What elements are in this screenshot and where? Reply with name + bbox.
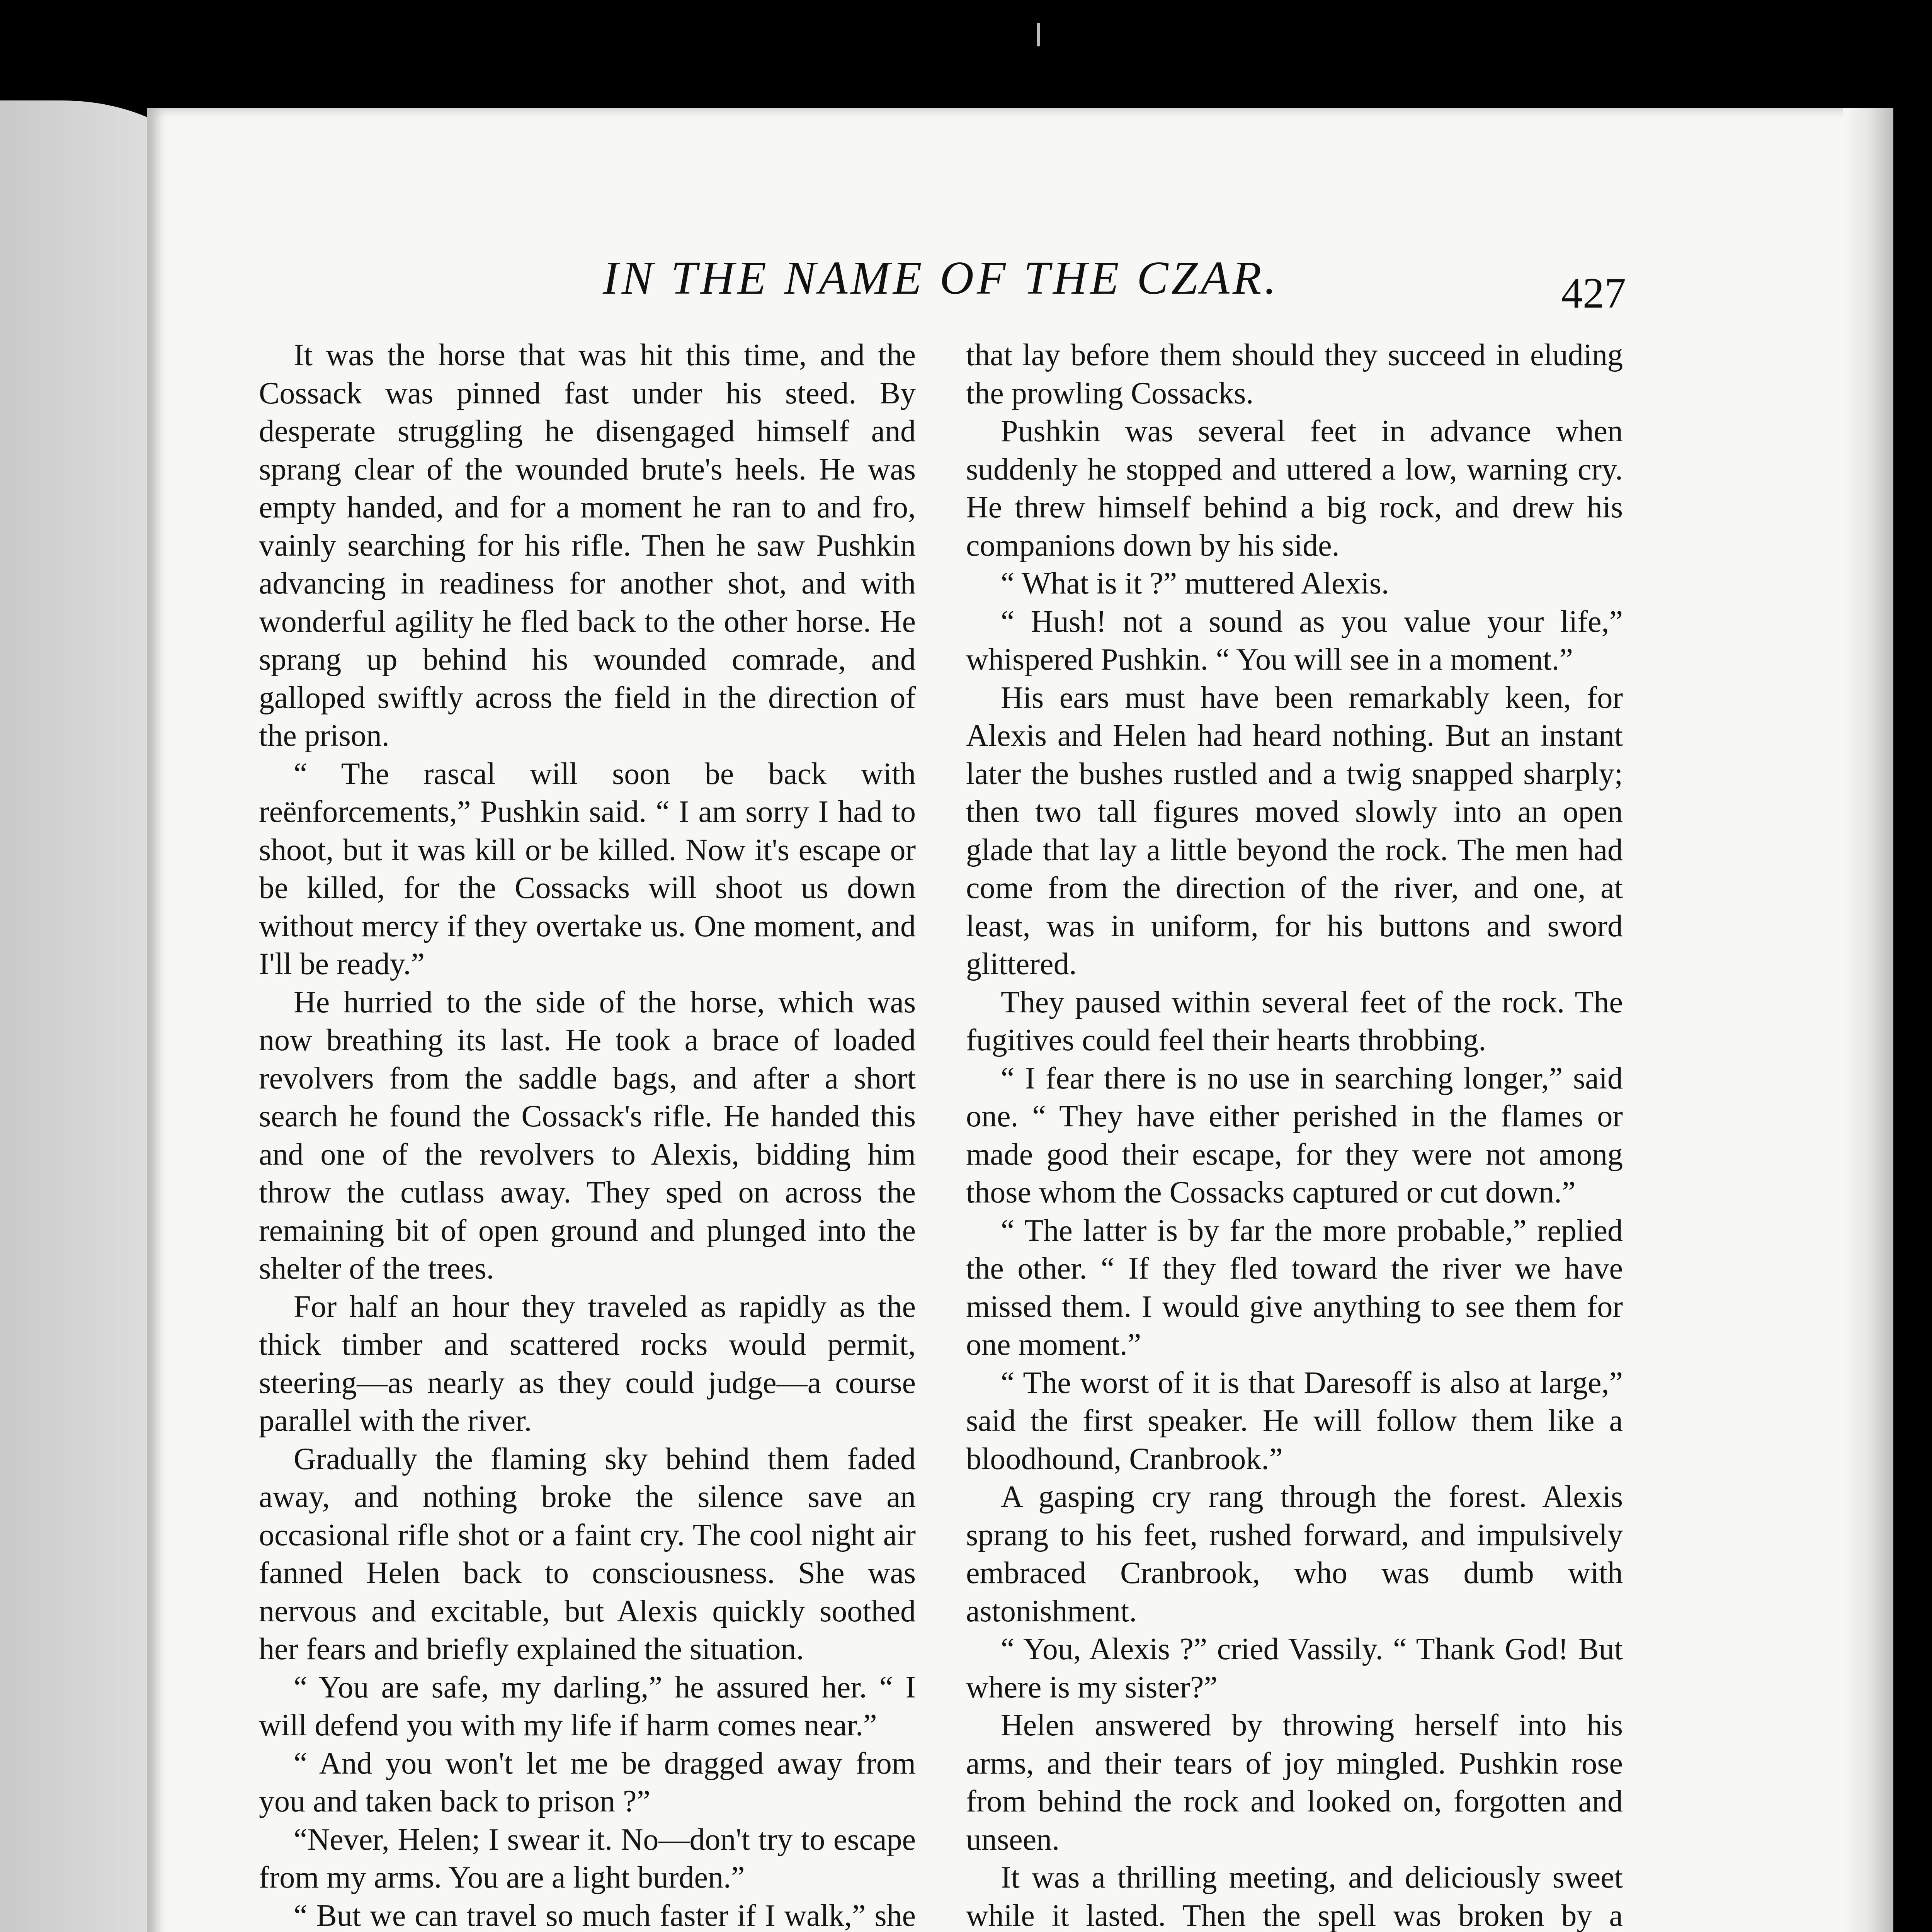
paragraph: A gasping cry rang through the forest. Alexis sprang to his feet, rushed forward, and impulsively embraced Cranbrook, who was dumb with astonishment. bbox=[966, 1480, 1623, 1628]
paragraph-continuation: that lay before them should they succeed in eluding the prowling Cossacks. bbox=[966, 338, 1623, 410]
paragraph: “ You are safe, my darling,” he assured her. “ I will defend you with my life if harm comes near.” bbox=[259, 1670, 916, 1742]
paragraph: “Never, Helen; I swear it. No—don't try to escape from my arms. You are a light burden.” bbox=[259, 1822, 916, 1895]
scan-mark bbox=[1037, 23, 1040, 46]
paragraph: “ The rascal will soon be back with reënforcements,” Pushkin said. “ I am sorry I had to shoot, but it was kill or be killed. Now it's escape or be killed, for the Cossacks will shoot us down without mercy if they overtake us. One moment, and I'll be ready.” bbox=[259, 757, 916, 981]
paragraph: For half an hour they traveled as rapidly as the thick timber and scattered rocks would permit, steering—as nearly as they could judge—a course parallel with the river. bbox=[259, 1289, 916, 1438]
paragraph: It was the horse that was hit this time, and the Cossack was pinned fast under his steed. By desperate struggling he disengaged himself and sprang clear of the wounded brute's heels. He was empty handed, and for a moment he ran to and fro, vainly searching for his rifle. Then he saw Pushkin advancing in readiness for another shot, and with wonderful agility he fled back to the other horse. He sprang up behind his wounded comrade, and galloped swiftly across the field in the direction of the prison. bbox=[259, 338, 916, 753]
paragraph: “ The latter is by far the more probable,” replied the other. “ If they fled toward the river we have missed them. I would give anything to see them for one moment.” bbox=[966, 1213, 1623, 1362]
paragraph: “ What is it ?” muttered Alexis. bbox=[1001, 566, 1389, 600]
paragraph: Helen answered by throwing herself into his arms, and their tears of joy mingled. Pushkin rose from behind the rock and looked on, forgotten and unseen. bbox=[966, 1708, 1623, 1857]
page-edge-shadow bbox=[1843, 108, 1893, 1932]
paragraph: “ I fear there is no use in searching longer,” said one. “ They have either perished in the flames or made good their escape, for they were not among those whom the Cossacks captured or cut down.” bbox=[966, 1061, 1623, 1209]
paragraph: “ The worst of it is that Daresoff is also at large,” said the first speaker. He will follow them like a bloodhound, Cranbrook.” bbox=[966, 1366, 1623, 1476]
paragraph: “ And you won't let me be dragged away from you and taken back to prison ?” bbox=[259, 1746, 916, 1818]
paragraph: “ You, Alexis ?” cried Vassily. “ Thank God! But where is my sister?” bbox=[966, 1632, 1623, 1704]
text-column-left bbox=[259, 336, 916, 1932]
paragraph: He hurried to the side of the horse, which was now breathing its last. He took a brace of loaded revolvers from the saddle bags, and after a short search he found the Cossack's rifle. He handed this and one of the revolvers to Alexis, bidding him throw the cutlass away. They sped on across the remaining bit of open ground and plunged into the shelter of the trees. bbox=[259, 985, 916, 1286]
paragraph: It was a thrilling meeting, and deliciously sweet while it lasted. Then the spell was broken by a bbox=[966, 1861, 1623, 1932]
paragraph: “ Hush! not a sound as you value your life,” whispered Pushkin. “ You will see in a moment.” bbox=[966, 604, 1623, 677]
paragraph: They paused within several feet of the rock. The fugitives could feel their hearts throbbing. bbox=[966, 985, 1623, 1057]
paragraph: His ears must have been remarkably keen, for Alexis and Helen had heard nothing. But an instant later the bushes rustled and a twig snapped sharply; then two tall figures moved slowly into an open glade that lay a little beyond the rock. The men had come from the direction of the river, and one, at least, was in uniform, for his buttons and sword glittered. bbox=[966, 680, 1623, 981]
paragraph: “ But we can travel so much faster if I walk,” she bbox=[294, 1898, 916, 1932]
text-column-right bbox=[966, 336, 1623, 1932]
running-title: IN THE NAME OF THE CZAR. bbox=[603, 252, 1279, 304]
page-number: 427 bbox=[1561, 269, 1626, 317]
paragraph: Pushkin was several feet in advance when suddenly he stopped and uttered a low, warning cry. He threw himself behind a big rock, and drew his companions down by his side. bbox=[966, 414, 1623, 563]
paragraph: Gradually the flaming sky behind them faded away, and nothing broke the silence save an occasional rifle shot or a faint cry. The cool night air fanned Helen back to consciousness. She was nervous and excitable, but Alexis quickly soothed her fears and briefly explained the situation. bbox=[259, 1442, 916, 1666]
